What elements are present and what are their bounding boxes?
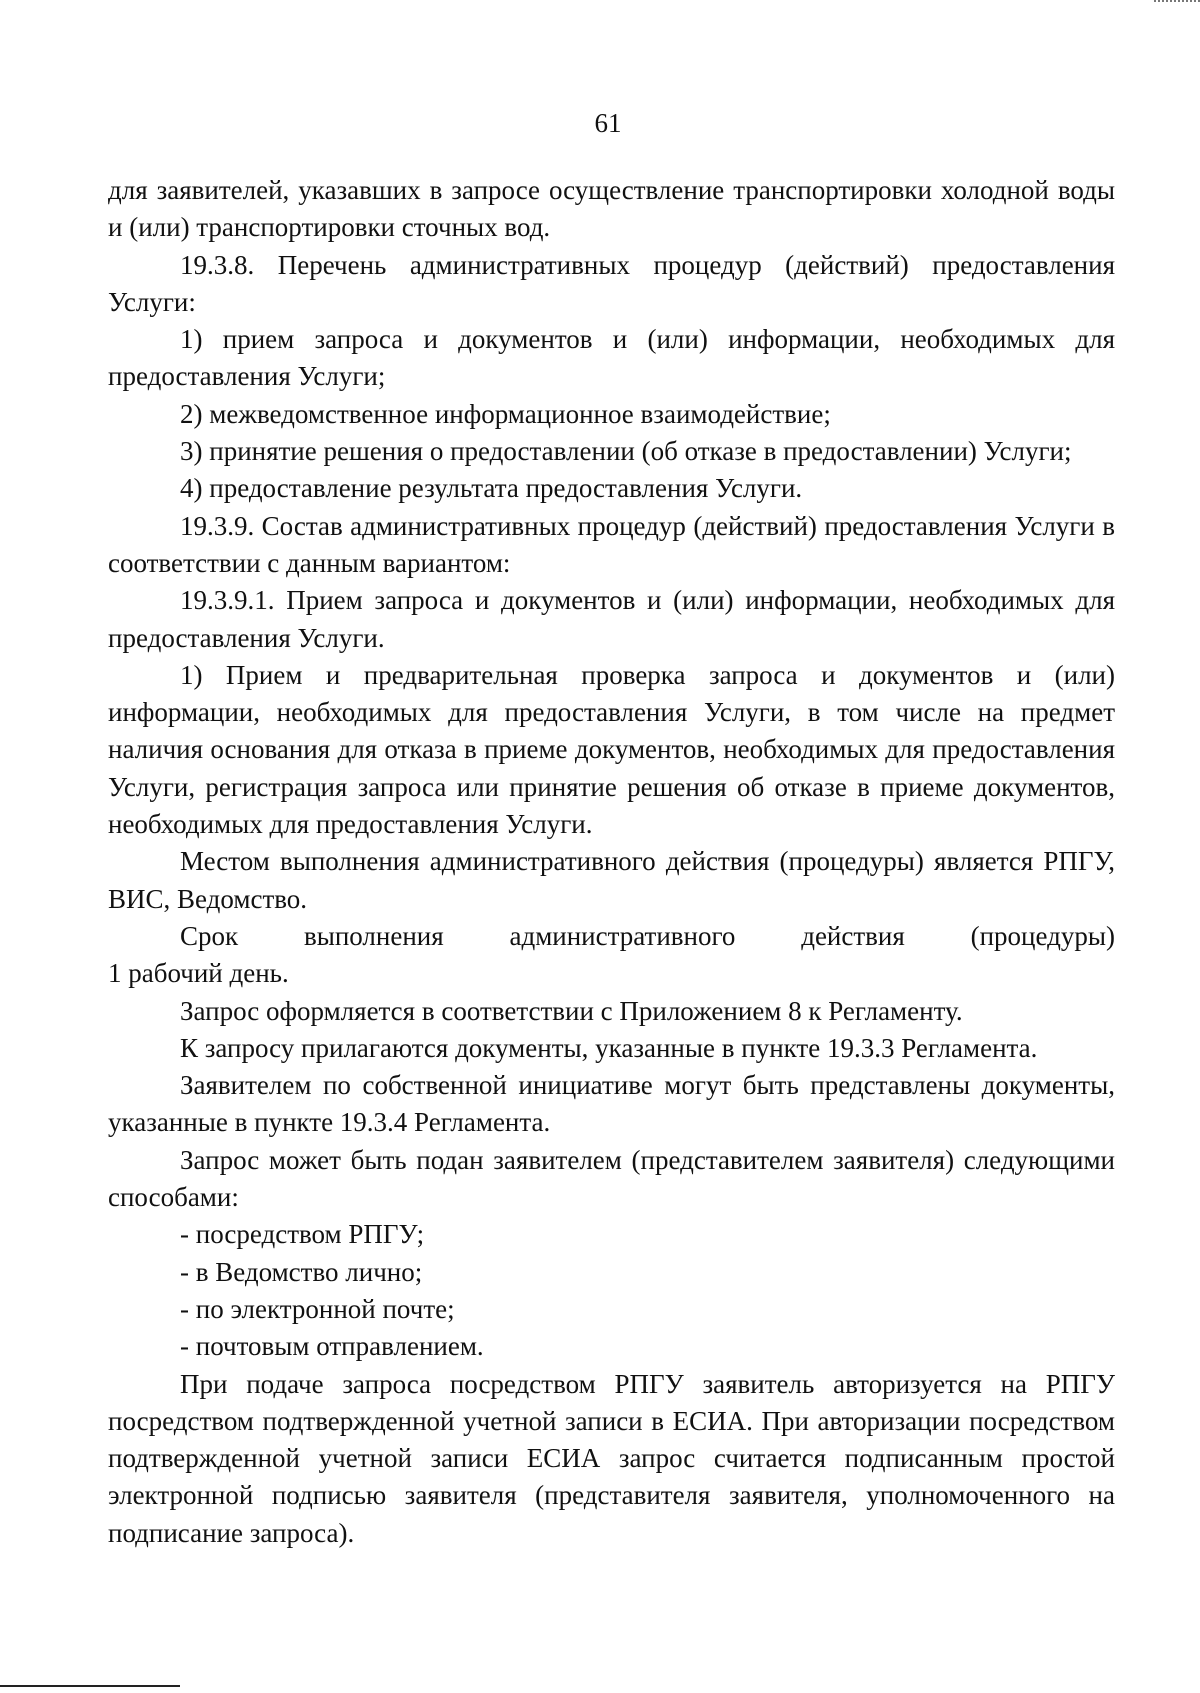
list-item-2: 2) межведомственное информационное взаимодействие; — [180, 398, 831, 429]
paragraph-place: Местом выполнения административного действия (процедуры) является РПГУ, ВИС, Ведомство. — [108, 846, 1115, 914]
scan-corner-mark — [1154, 0, 1200, 4]
paragraph-term-value: 1 рабочий день. — [108, 958, 289, 989]
paragraph-continuation: для заявителей, указавших в запросе осуществление транспортировки холодной воды и (или) транспортировки сточных вод. — [108, 175, 1115, 243]
footer-rule — [0, 1685, 180, 1687]
paragraph-attachments: К запросу прилагаются документы, указанные в пункте 19.3.3 Регламента. — [180, 1032, 1038, 1063]
paragraph-submission-methods: Запрос может быть подан заявителем (представителем заявителя) следующими способами: — [108, 1144, 1115, 1213]
paragraph-19-3-9-1: 19.3.9.1. Прием запроса и документов и (или) информации, необходимых для предоставления Услуги. — [108, 585, 1115, 653]
paragraph-own-initiative: Заявителем по собственной инициативе могут быть представлены документы, указанные в пункте 19.3.4 Регламента. — [108, 1070, 1115, 1138]
list-item-3: 3) принятие решения о предоставлении (об отказе в предоставлении) Услуги; — [180, 436, 1072, 467]
method-in-person: - в Ведомство лично; — [180, 1256, 423, 1287]
page-number: 61 — [594, 108, 622, 138]
list-item-4: 4) предоставление результата предоставления Услуги. — [180, 473, 803, 504]
paragraph-19-3-8: 19.3.8. Перечень административных процедур (действий) предоставления Услуги: — [108, 249, 1115, 317]
document-body — [108, 172, 1115, 1552]
list-item-1: 1) прием запроса и документов и (или) информации, необходимых для предоставления Услуги; — [108, 324, 1115, 392]
method-email: - по электронной почте; — [180, 1293, 455, 1324]
method-rpgu: - посредством РПГУ; — [180, 1219, 425, 1250]
paragraph-request-form: Запрос оформляется в соответствии с Приложением 8 к Регламенту. — [180, 995, 963, 1026]
method-post: - почтовым отправлением. — [180, 1331, 484, 1362]
paragraph-19-3-9: 19.3.9. Состав административных процедур (действий) предоставления Услуги в соответствии с данным вариантом: — [108, 510, 1115, 578]
paragraph-authorization: При подаче запроса посредством РПГУ заявитель авторизуется на РПГУ посредством подтвержденной учетной записи в ЕСИА. При авторизации посредством подтвержденной учетной записи ЕСИА запрос считается подписанным простой электронной подписью заявителя (представителя заявителя, уполномоченного на подписание запроса). — [108, 1368, 1115, 1548]
paragraph-term: Срок выполнения административного действия (процедуры) — [180, 920, 1115, 951]
paragraph-reception-check: 1) Прием и предварительная проверка запроса и документов и (или) информации, необходимых для предоставления Услуги, в том числе на предмет наличия основания для отказа в приеме документов, необходимых для предоставления Услуги, регистрация запроса или принятие решения об отказе в приеме документов, необходимых для предоставления Услуги. — [108, 659, 1115, 840]
